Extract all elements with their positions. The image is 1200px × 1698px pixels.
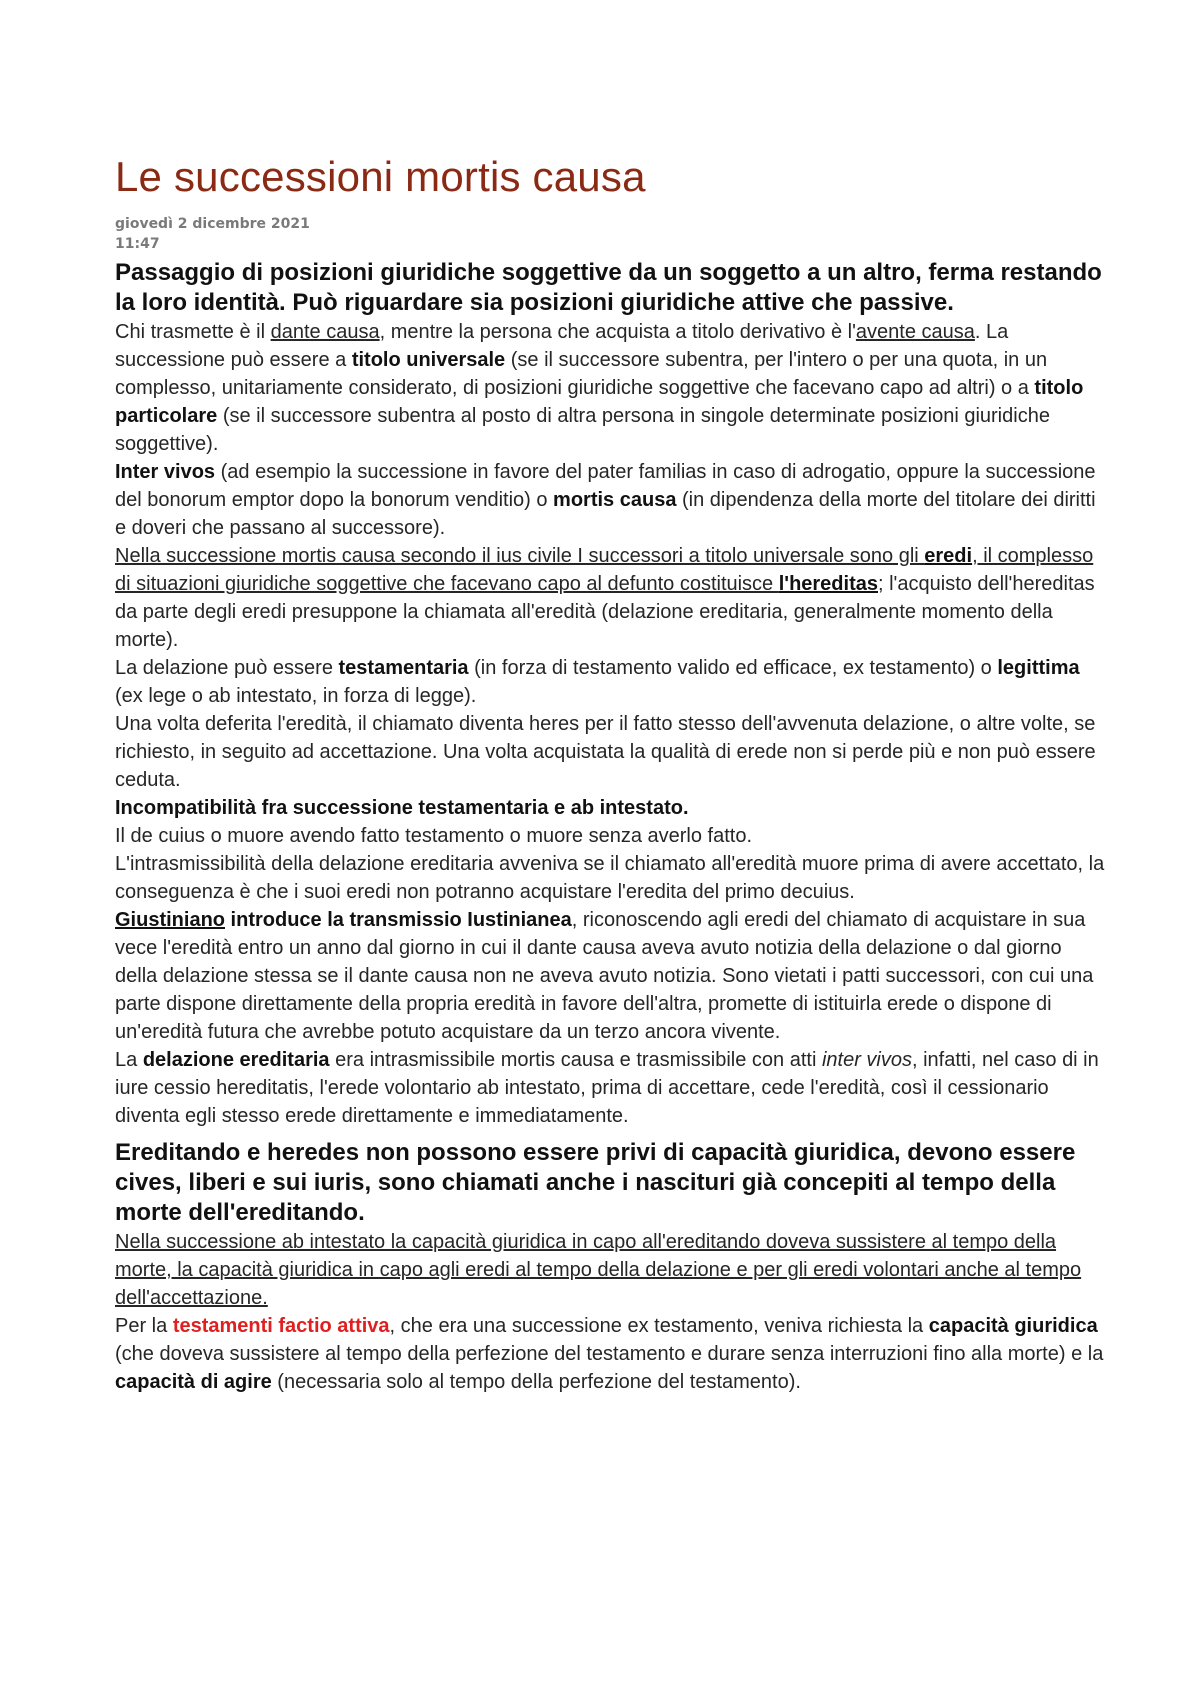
- subheading: Incompatibilità fra successione testamentaria e ab intestato.: [115, 797, 689, 819]
- text: , riconoscendo agli eredi del chiamato di acquistare in sua vece l'eredità entro un anno dal giorno in cui il dante causa aveva avuto notizia della delazione o dal giorno della delazione stessa se il dante causa non ne aveva avuto notizia. Sono vietati i patti successori, con cui una parte dispone direttamente della propria eredità in favore dell'altra, promette di istituirla erede o dispone di un'eredità futura che avrebbe potuto acquistare da un terzo ancora vivente.: [115, 909, 1094, 1043]
- text: La: [115, 1049, 143, 1071]
- lead-heading-2: Ereditando e heredes non possono essere privi di capacità giuridica, devono essere cives, liberi e sui iuris, sono chiamati anche i nascituri già concepiti al tempo della morte dell'ereditando.: [115, 1139, 1076, 1226]
- term-hereditas: l'hereditas: [778, 573, 878, 595]
- text-underlined: Nella successione mortis causa secondo il ius civile I successori a titolo universale sono gli: [115, 545, 925, 567]
- text: La delazione può essere: [115, 657, 339, 679]
- term-transmissio: introduce la transmissio Iustinianea: [225, 909, 572, 931]
- note-time: 11:47: [115, 236, 160, 252]
- text: (ad esempio la successione in favore del pater familias in caso di adrogatio, oppure la successione del bonorum emptor dopo la bonorum venditio) o: [115, 461, 1096, 511]
- paragraph-5: Una volta deferita l'eredità, il chiamato diventa heres per il fatto stesso dell'avvenuta delazione, o altre volte, se richiesto, in seguito ad accettazione. Una volta acquistata la qualità di erede non si perde più e non può essere ceduta.: [115, 713, 1096, 791]
- paragraph-1: [115, 318, 1105, 458]
- term-mortis-causa: mortis causa: [553, 489, 677, 511]
- term-testamenti-factio: testamenti factio attiva: [172, 1315, 390, 1337]
- paragraph-7: Il de cuius o muore avendo fatto testamento o muore senza averlo fatto.: [115, 825, 753, 847]
- paragraph-2: [115, 458, 1105, 542]
- note-date: giovedì 2 dicembre 2021: [115, 216, 310, 232]
- text: (necessaria solo al tempo della perfezione del testamento).: [271, 1371, 801, 1393]
- term-titolo-universale: titolo universale: [351, 349, 506, 371]
- text: (ex lege o ab intestato, in forza di legge).: [115, 685, 477, 707]
- text: (in forza di testamento valido ed efficace, ex testamento) o: [468, 657, 998, 679]
- paragraph-8: L'intrasmissibilità della delazione ereditaria avveniva se il chiamato all'eredità muore prima di avere accettato, la conseguenza è che i suoi eredi non potranno acquistare l'eredita del primo decuius.: [115, 853, 1105, 903]
- text: era intrasmissibile mortis causa e trasmissibile con atti: [329, 1049, 822, 1071]
- term-dante-causa: dante causa: [270, 321, 380, 343]
- text: ; l'acquisto dell'hereditas da parte degli eredi presuppone la chiamata all'eredità (delazione ereditaria, generalmente momento della morte).: [115, 573, 1095, 651]
- text: , mentre la persona che acquista a titolo derivativo è l': [379, 321, 856, 343]
- text: Per la: [115, 1315, 173, 1337]
- lead-heading-1: Passaggio di posizioni giuridiche soggettive da un soggetto a un altro, ferma restando la loro identità. Può riguardare sia posizioni giuridiche attive che passive.: [115, 259, 1102, 316]
- document-page: [115, 140, 1105, 1396]
- term-testamentaria: testamentaria: [338, 657, 469, 679]
- text: (se il successore subentra, per l'intero o per una quota, in un complesso, unitariamente considerato, di posizioni giuridiche soggettive che facevano capo ad altri) o a: [115, 349, 1048, 399]
- paragraph-11: Nella successione ab intestato la capacità giuridica in capo all'ereditando doveva sussistere al tempo della morte, la capacità giuridica in capo agli eredi al tempo della delazione e per gli eredi volontari anche al tempo dell'accettazione.: [115, 1231, 1082, 1309]
- term-eredi: eredi: [924, 545, 973, 567]
- term-capacita-agire: capacità di agire: [115, 1371, 272, 1393]
- term-capacita-giuridica: capacità giuridica: [928, 1315, 1098, 1337]
- text: , che era una successione ex testamento, veniva richiesta la: [389, 1315, 929, 1337]
- term-delazione-ereditaria: delazione ereditaria: [142, 1049, 330, 1071]
- paragraph-3: [115, 542, 1105, 654]
- text: (in dipendenza della morte del titolare dei diritti e doveri che passano al successore).: [115, 489, 1096, 539]
- term-inter-vivos: Inter vivos: [115, 461, 216, 483]
- text: , infatti, nel caso di in iure cessio hereditatis, l'erede volontario ab intestato, prima di accettare, cede l'eredità, così il cessionario diventa egli stesso erede direttamente e immediatamente.: [115, 1049, 1099, 1127]
- paragraph-9: [115, 906, 1105, 1046]
- text: (se il successore subentra al posto di altra persona in singole determinate posizioni giuridiche soggettive).: [115, 405, 1050, 455]
- term-inter-vivos-italic: inter vivos: [821, 1049, 912, 1071]
- text: . La successione può essere a: [115, 321, 1009, 371]
- text: (che doveva sussistere al tempo della perfezione del testamento e durare senza interruzioni fino alla morte) e la: [115, 1343, 1104, 1365]
- paragraph-12: [115, 1312, 1105, 1396]
- text: Chi trasmette è il: [115, 321, 271, 343]
- paragraph-4: [115, 654, 1105, 710]
- text-underlined: , il complesso di situazioni giuridiche soggettive che facevano capo al defunto costituisce: [115, 545, 1094, 595]
- term-legittima: legittima: [997, 657, 1080, 679]
- term-titolo-particolare: titolo particolare: [115, 377, 1084, 427]
- term-avente-causa: avente causa: [855, 321, 975, 343]
- paragraph-6-bold: [115, 794, 1105, 822]
- paragraph-10: [115, 1046, 1105, 1130]
- term-giustiniano: Giustiniano: [115, 909, 225, 931]
- page-title: Le successioni mortis causa: [115, 153, 646, 200]
